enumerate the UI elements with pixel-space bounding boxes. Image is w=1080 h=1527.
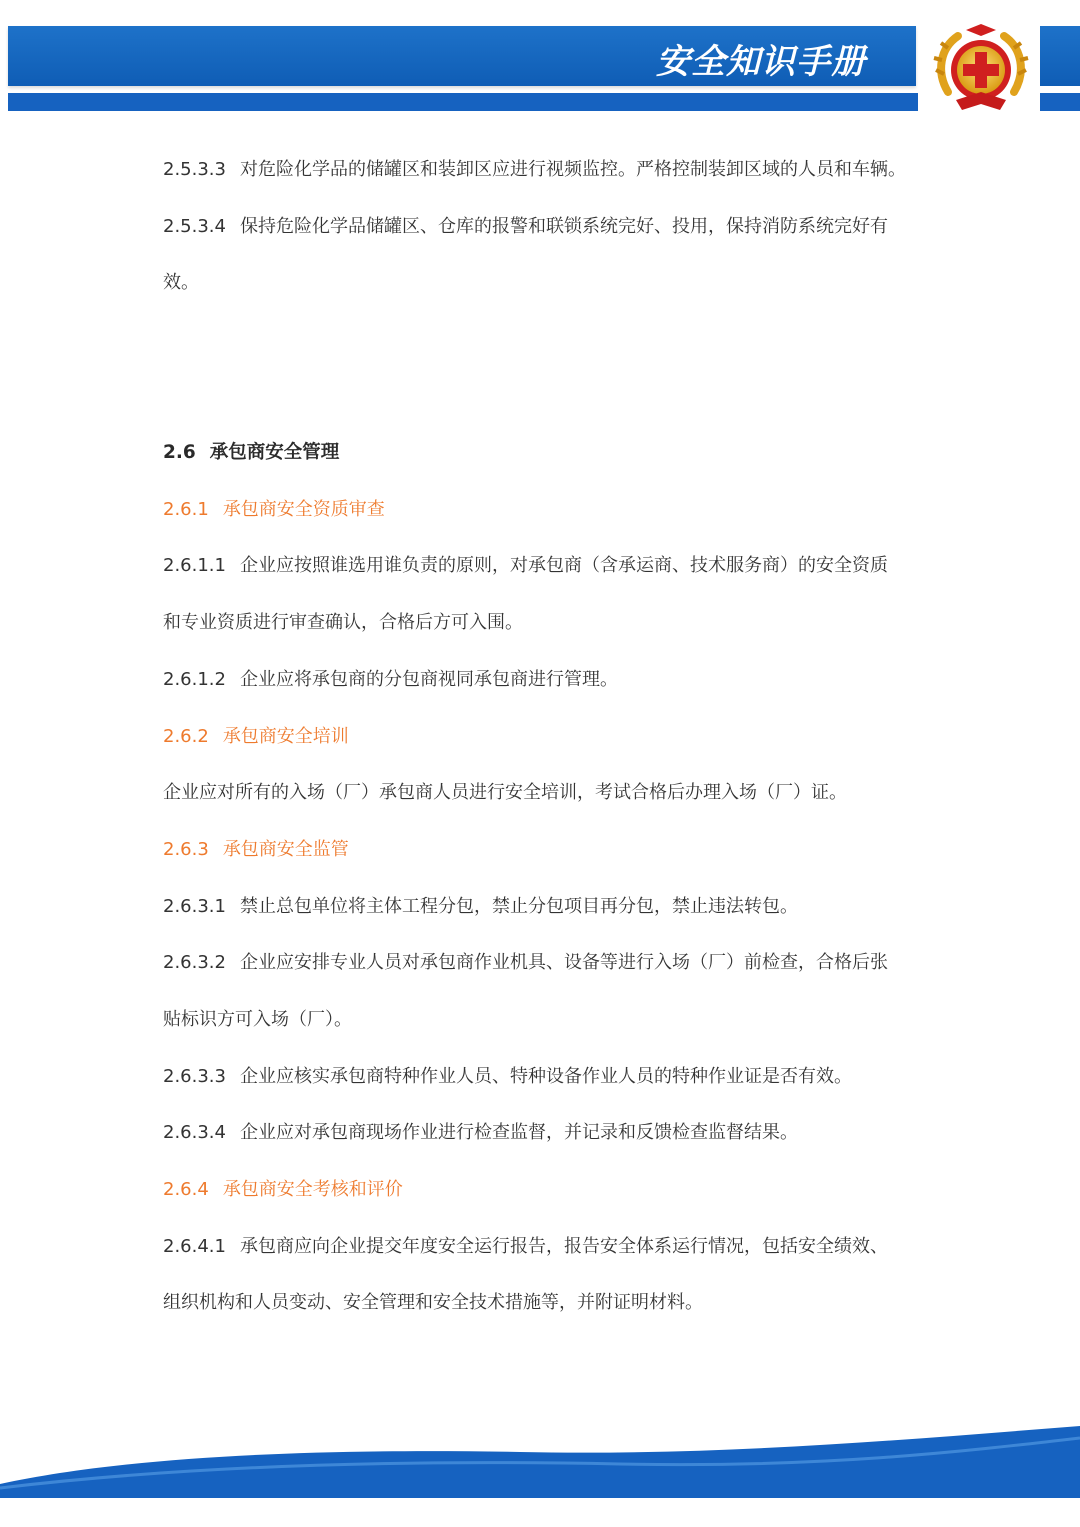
- subsection-heading-2-6-3: [163, 822, 933, 879]
- paragraph-training: 企业应对所有的入场（厂）承包商人员进行安全培训，考试合格后办理入场（厂）证。: [163, 782, 847, 804]
- paragraph-2-6-3-1: [163, 879, 933, 936]
- section-title: 承包商安全管理: [209, 442, 340, 464]
- clause-text: 企业应安排专业人员对承包商作业机具、设备等进行入场（厂）前检查，合格后张: [239, 952, 888, 974]
- safety-cross-emblem-icon: [930, 22, 1032, 118]
- subsection-heading-2-6-2: [163, 709, 933, 766]
- subsection-heading-2-6-4: [163, 1162, 933, 1219]
- section-number: 2.6: [163, 442, 196, 464]
- paragraph-2-6-4-1: [163, 1219, 933, 1276]
- paragraph-continuation: 组织机构和人员变动、安全管理和安全技术措施等，并附证明材料。: [163, 1292, 703, 1314]
- header-right-bar: [1040, 26, 1080, 86]
- clause-number: 2.6.1.2: [163, 668, 226, 690]
- header-strip: [8, 93, 918, 111]
- subsection-heading-2-6-1: [163, 482, 933, 539]
- clause-text: 承包商应向企业提交年度安全运行报告，报告安全体系运行情况，包括安全绩效、: [239, 1235, 888, 1257]
- clause-number: 2.6.3.3: [163, 1065, 226, 1087]
- clause-number: 2.5.3.3: [163, 159, 226, 180]
- paragraph-continuation: 和专业资质进行审查确认，合格后方可入围。: [163, 612, 523, 634]
- header-right-strip: [1040, 93, 1080, 111]
- subsection-title: 承包商安全监管: [222, 838, 349, 860]
- paragraph-2-6-3-3: [163, 1049, 933, 1106]
- subsection-title: 承包商安全培训: [222, 725, 349, 747]
- paragraph-2-5-3-4: [163, 199, 933, 256]
- clause-text: 企业应将承包商的分包商视同承包商进行管理。: [239, 668, 618, 690]
- paragraph-2-5-3-3: [163, 142, 933, 199]
- clause-number: 2.6.3.4: [163, 1122, 226, 1144]
- document-body: [163, 142, 933, 1332]
- footer-wave: [0, 1418, 1080, 1498]
- subsection-number: 2.6.3: [163, 838, 209, 860]
- section-heading-2-6: [163, 425, 933, 482]
- subsection-number: 2.6.1: [163, 498, 209, 520]
- clause-text: 禁止总包单位将主体工程分包，禁止分包项目再分包，禁止违法转包。: [239, 895, 798, 917]
- clause-number: 2.5.3.4: [163, 215, 226, 237]
- clause-number: 2.6.4.1: [163, 1235, 226, 1257]
- paragraph-2-6-3-2: [163, 935, 933, 992]
- subsection-title: 承包商安全考核和评价: [222, 1179, 403, 1200]
- paragraph-continuation: 效。: [163, 272, 199, 294]
- subsection-number: 2.6.4: [163, 1179, 209, 1200]
- section-gap: [163, 312, 933, 425]
- clause-text: 企业应对承包商现场作业进行检查监督，并记录和反馈检查监督结果。: [239, 1122, 798, 1144]
- clause-text: 保持危险化学品储罐区、仓库的报警和联锁系统完好、投用，保持消防系统完好有: [239, 215, 888, 237]
- paragraph-2-6-1-2: [163, 652, 933, 709]
- clause-text: 企业应按照谁选用谁负责的原则，对承包商（含承运商、技术服务商）的安全资质: [239, 555, 888, 577]
- clause-number: 2.6.1.1: [163, 555, 226, 577]
- paragraph-2-6-3-4: [163, 1105, 933, 1162]
- paragraph-2-6-1-1: [163, 538, 933, 595]
- page-title: 安全知识手册: [656, 42, 866, 82]
- paragraph-continuation: 贴标识方可入场（厂）。: [163, 1008, 352, 1030]
- clause-number: 2.6.3.2: [163, 952, 226, 974]
- clause-number: 2.6.3.1: [163, 895, 226, 917]
- subsection-number: 2.6.2: [163, 725, 209, 747]
- clause-text: 企业应核实承包商特种作业人员、特种设备作业人员的特种作业证是否有效。: [239, 1065, 852, 1087]
- subsection-title: 承包商安全资质审查: [222, 498, 385, 520]
- clause-text: 对危险化学品的储罐区和装卸区应进行视频监控。严格控制装卸区域的人员和车辆。: [239, 159, 906, 180]
